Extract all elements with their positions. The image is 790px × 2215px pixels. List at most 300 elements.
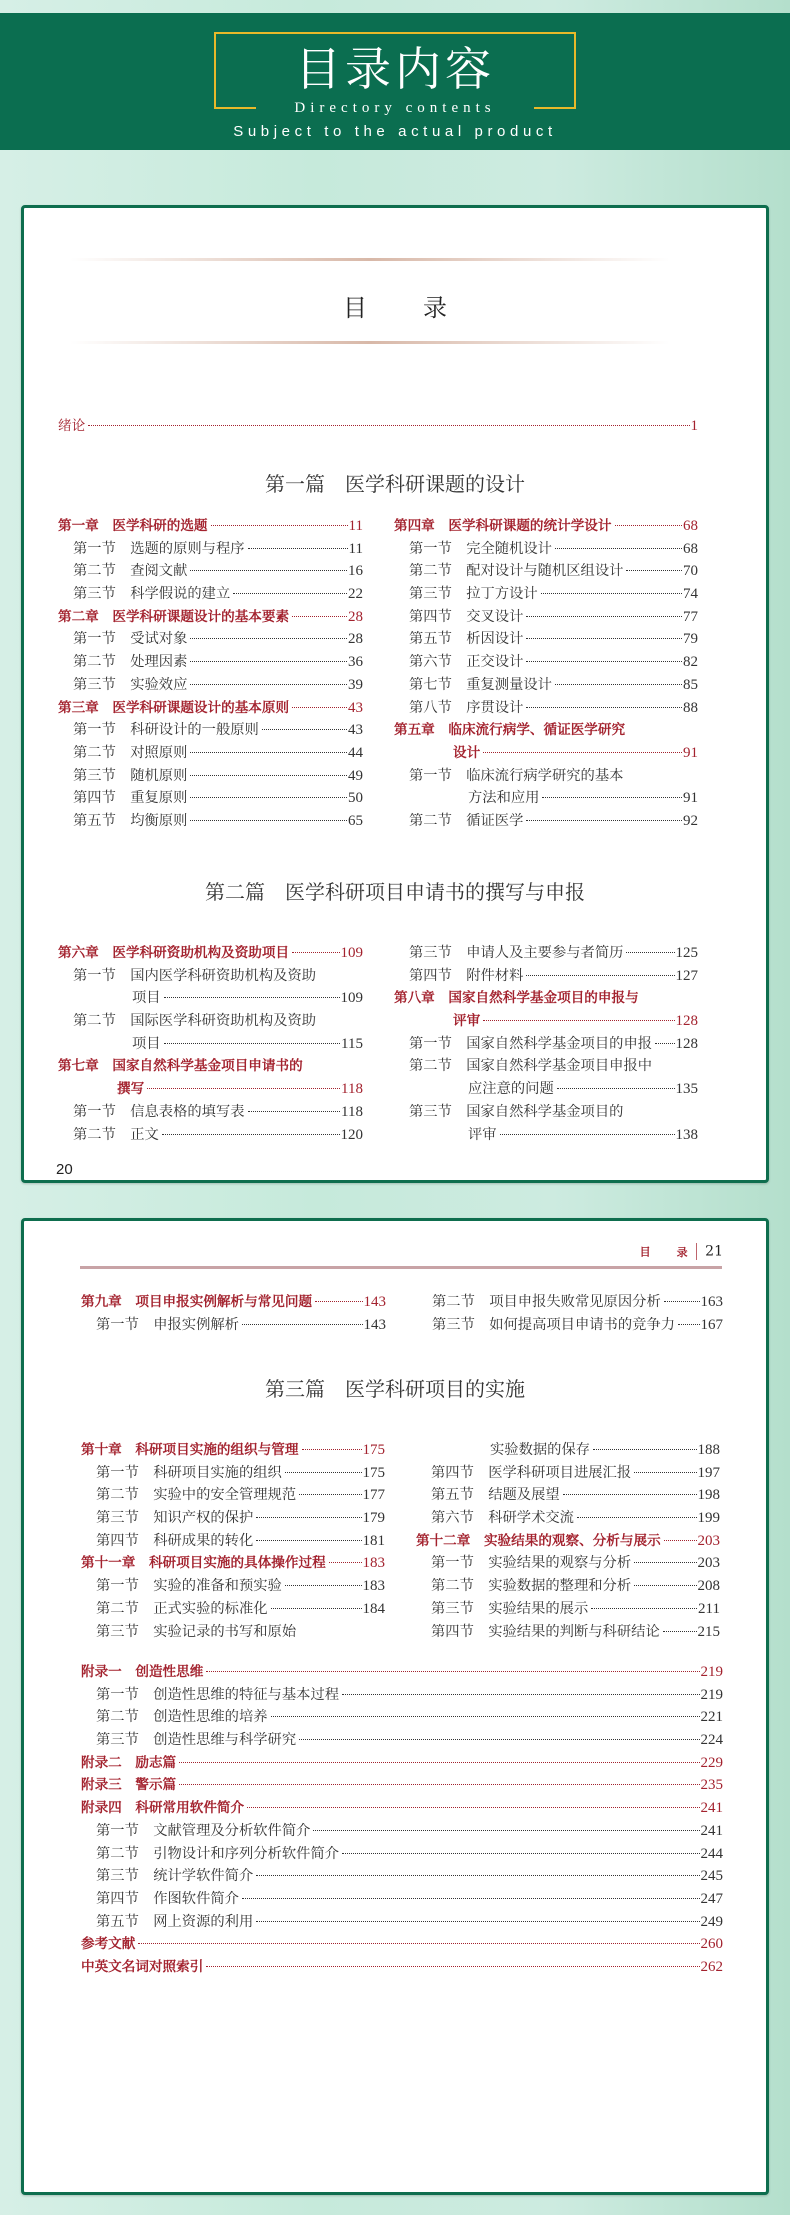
dot-leader [206,1671,699,1672]
entry-page: 179 [362,1510,385,1527]
dot-leader [162,1134,340,1135]
entry-title: 项目申报失败常见原因分析 [489,1294,661,1310]
entry-label: 第八章 [394,990,435,1007]
toc-section-entry[interactable] [394,942,698,965]
toc-section-entry[interactable] [416,1462,720,1485]
dot-leader [190,684,347,685]
dot-leader [256,1875,699,1876]
toc-chapter-entry[interactable] [81,1797,723,1820]
toc-heading-char: 目 [343,294,367,322]
entry-label: 第一节 [73,967,116,984]
entry-title: 医学科研资助机构及资助项目 [112,945,290,961]
toc-section-entry[interactable] [58,1124,363,1147]
entry-label: 第四节 [73,790,116,807]
entry-title: 文献管理及分析软件简介 [153,1822,311,1839]
toc-section-entry[interactable] [58,674,363,697]
toc-section-entry[interactable] [58,719,363,742]
entry-title: 科学假说的建立 [130,586,231,603]
toc-section-entry[interactable] [81,1598,385,1621]
entry-page: 203 [697,1555,720,1572]
entry-page: 244 [700,1845,723,1862]
toc-chapter-entry[interactable] [81,1291,386,1314]
entry-label: 第四节 [409,608,452,625]
entry-title: 国家自然科学基金项目的 [466,1103,624,1120]
entry-label: 第二节 [432,1294,475,1310]
dot-leader [526,820,682,821]
dot-leader [164,997,340,998]
dot-leader [242,1324,363,1325]
entry-title: 科研设计的一般原则 [130,722,259,739]
dot-leader [190,820,347,821]
entry-page: 245 [700,1868,723,1885]
entry-title: 查阅文献 [130,563,188,580]
entry-title: 随机原则 [130,767,188,784]
toc-entry-continuation[interactable] [394,787,698,810]
dot-leader [557,1088,675,1089]
toc-section-entry[interactable] [394,583,698,606]
dot-leader [542,797,682,798]
dot-leader [483,752,682,753]
entry-title: 科研学术交流 [488,1510,574,1527]
entry-title: 医学科研课题的统计学设计 [448,518,612,534]
entry-label: 第十章 [81,1442,122,1458]
entry-title-continued: 项目 [132,990,161,1007]
entry-label: 第四节 [409,967,452,984]
entry-title: 项目申报实例解析与常见问题 [135,1294,313,1310]
dot-leader [329,1562,362,1563]
entry-label: 第四节 [431,1623,474,1640]
entry-label: 第一节 [409,540,452,557]
entry-title: 国际医学科研资助机构及资助 [130,1013,317,1030]
entry-label: 第一节 [96,1578,139,1595]
entry-page: 235 [700,1777,723,1794]
toc-entry-continuation[interactable] [394,1078,698,1101]
dot-leader [500,1134,675,1135]
toc-section-entry[interactable] [58,583,363,606]
toc-chapter-entry[interactable] [394,515,698,538]
toc-section-entry[interactable] [58,560,363,583]
entry-label: 第二节 [96,1709,139,1726]
toc-section-entry[interactable] [416,1552,720,1575]
entry-title: 对照原则 [130,744,188,761]
entry-label: 第五节 [431,1487,474,1504]
toc-section-entry[interactable] [58,651,363,674]
toc-chapter-entry[interactable] [81,1956,723,1979]
dot-leader [483,1020,674,1021]
entry-page: 241 [700,1822,723,1839]
toc-section-entry[interactable] [394,674,698,697]
dot-leader [634,1472,696,1473]
toc-chapter-entry[interactable] [81,1933,723,1956]
toc-section-entry[interactable] [81,1462,385,1485]
toc-section-entry[interactable] [416,1621,720,1644]
entry-label: 第二节 [96,1600,139,1617]
header-word: 目 [639,1245,651,1259]
toc-entry-continuation[interactable] [58,987,363,1010]
entry-title: 均衡原则 [130,812,188,829]
entry-page: 22 [348,586,363,603]
entry-title: 实验结果的观察与分析 [488,1555,632,1572]
entry-page: 65 [348,812,363,829]
dot-leader [190,570,347,571]
entry-title: 正文 [130,1126,159,1143]
entry-title: 实验结果的观察、分析与展示 [483,1532,661,1549]
dot-leader [313,1830,699,1831]
toc-section-entry[interactable] [58,1101,363,1124]
dot-leader [190,661,347,662]
dot-leader [242,1898,700,1899]
entry-label: 第十二章 [416,1532,471,1549]
toc-chapter-entry[interactable] [58,606,363,629]
entry-title: 重复测量设计 [466,676,552,693]
dot-leader [190,752,347,753]
toc-section-entry[interactable] [81,1684,723,1707]
toc-section-entry[interactable] [58,765,363,788]
entry-title: 科研项目实施的组织与管理 [135,1442,299,1458]
entry-title: 序贯设计 [466,699,524,716]
toc-section-entry[interactable] [394,651,698,674]
toc-chapter-entry[interactable] [58,942,363,965]
toc-section-entry[interactable] [394,810,698,833]
entry-label: 第四章 [394,518,435,534]
decorative-rule [70,258,670,261]
entry-title: 网上资源的利用 [153,1913,254,1930]
dot-leader [315,1301,362,1302]
entry-title: 作图软件简介 [153,1890,239,1907]
dot-leader [526,707,682,708]
toc-section-entry[interactable] [394,697,698,720]
entry-page: 91 [683,790,698,807]
dot-leader [541,593,682,594]
entry-page: 167 [700,1316,723,1333]
entry-title: 受试对象 [130,631,188,648]
toc-section-entry[interactable] [81,1314,386,1337]
entry-page: 197 [697,1464,720,1481]
entry-page: 50 [348,790,363,807]
entry-title: 正式实验的标准化 [153,1600,268,1617]
toc-section-entry[interactable] [416,1507,720,1530]
entry-label: 附录四 [81,1800,122,1817]
entry-label: 第四节 [431,1464,474,1481]
entry-label: 第七章 [58,1058,99,1075]
toc-section-entry[interactable] [58,810,363,833]
entry-label: 第六节 [431,1510,474,1527]
toc-section-entry[interactable] [394,606,698,629]
toc-section-entry[interactable] [394,538,698,561]
entry-title: 引物设计和序列分析软件简介 [153,1845,340,1862]
entry-page: 115 [341,1035,363,1052]
dot-leader [206,1966,699,1967]
entry-page: 219 [700,1664,723,1680]
dot-leader [190,638,347,639]
toc-chapter-entry[interactable] [81,1439,385,1462]
entry-page: 44 [348,744,363,761]
entry-label: 第十一章 [81,1555,136,1572]
dot-leader [233,593,347,594]
entry-page: 135 [675,1081,698,1098]
entry-page: 183 [362,1555,385,1572]
entry-title: 科研常用软件简介 [135,1800,245,1817]
dot-leader [271,1608,362,1609]
toc-chapter-entry[interactable] [81,1552,385,1575]
entry-title-continued: 评审 [468,1126,497,1143]
dot-leader [526,975,674,976]
entry-label: 第一节 [409,767,452,784]
entry-page: 221 [700,1709,723,1726]
toc-section-entry[interactable] [81,1575,385,1598]
entry-page: 177 [362,1487,385,1504]
toc-section-entry[interactable] [58,787,363,810]
entry-label: 第一节 [73,722,116,739]
header-banner [0,13,790,150]
entry-title: 循证医学 [466,812,524,829]
toc-section-entry[interactable] [81,1530,385,1553]
toc-entry-continuation[interactable] [416,1439,720,1462]
toc-section-entry[interactable] [81,1621,385,1644]
entry-label: 第二节 [409,812,452,829]
entry-label: 第二节 [431,1578,474,1595]
entry-page: 184 [362,1600,385,1617]
toc-chapter-entry[interactable] [58,515,363,538]
entry-page: 79 [683,631,698,648]
part-heading: 第二篇 医学科研项目申请书的撰写与申报 [205,880,585,904]
entry-page: 198 [697,1487,720,1504]
dot-leader [247,1807,699,1808]
entry-title-continued: 项目 [132,1035,161,1052]
entry-page: 203 [697,1532,720,1549]
dot-leader [626,952,674,953]
entry-title-continued: 撰写 [117,1081,145,1098]
entry-page: 91 [683,744,698,761]
dot-leader [190,775,347,776]
banner-title: 目录内容 [295,42,495,96]
toc-column [417,1291,723,1336]
toc-section-entry[interactable] [394,1055,698,1078]
entry-label: 第一节 [73,631,116,648]
entry-page: 125 [675,945,698,961]
header-divider [696,1243,698,1260]
intro-entry [58,415,698,438]
entry-page: 1 [690,418,698,434]
entry-title: 科研项目实施的组织 [153,1464,282,1481]
entry-title: 实验结果的判断与科研结论 [488,1623,660,1640]
entry-title: 临床流行病学、循证医学研究 [448,722,626,739]
entry-page: 229 [700,1754,723,1771]
entry-title: 医学科研项目进展汇报 [488,1464,632,1481]
entry-page: 211 [698,1600,720,1617]
entry-title: 正交设计 [466,654,524,671]
entry-label: 第三节 [409,1103,452,1120]
entry-label: 第二节 [409,563,452,580]
entry-page: 215 [697,1623,720,1640]
entry-label: 第三节 [431,1600,474,1617]
entry-label: 第四节 [96,1890,139,1907]
toc-section-entry[interactable] [81,1820,723,1843]
toc-section-entry[interactable] [416,1598,720,1621]
toc-chapter-entry[interactable] [416,1530,720,1553]
entry-label: 第二节 [73,1126,116,1143]
toc-column [394,515,698,833]
entry-label: 第二节 [73,744,116,761]
toc-section-entry[interactable] [394,1101,698,1124]
entry-title: 交叉设计 [466,608,524,625]
toc-chapter-entry[interactable] [394,719,698,742]
decorative-rule [70,341,670,344]
toc-column-appendix [81,1661,723,1979]
entry-label: 第一节 [73,1103,116,1120]
toc-heading-char: 录 [423,294,447,322]
entry-page: 163 [700,1294,723,1310]
entry-page: 43 [348,699,363,716]
entry-title-continued: 实验数据的保存 [490,1442,591,1458]
toc-entry-continuation[interactable] [58,1078,363,1101]
dot-leader [292,707,347,708]
toc-section-entry[interactable] [58,538,363,561]
entry-title: 实验中的安全管理规范 [153,1487,297,1504]
toc-section-entry[interactable] [416,1484,720,1507]
dot-leader [342,1853,699,1854]
dot-leader [190,797,347,798]
dot-leader [591,1608,697,1609]
entry-label: 第九章 [81,1294,122,1310]
entry-title: 知识产权的保护 [153,1510,254,1527]
toc-section-entry[interactable] [417,1291,723,1314]
entry-title: 实验的准备和预实验 [153,1578,282,1595]
entry-page: 262 [700,1958,723,1975]
toc-chapter-entry[interactable] [81,1661,723,1684]
toc-section-entry[interactable] [416,1575,720,1598]
entry-page: 70 [683,563,698,580]
toc-section-entry[interactable] [394,765,698,788]
entry-title: 医学科研课题设计的基本要素 [112,608,290,625]
entry-page: 28 [348,631,363,648]
toc-section-entry[interactable] [81,1507,385,1530]
toc-section-entry[interactable] [81,1729,723,1752]
entry-label: 第二节 [73,563,116,580]
entry-label: 第六节 [409,654,452,671]
dot-leader [256,1921,699,1922]
toc-entry-continuation[interactable] [394,1124,698,1147]
dot-leader [664,1301,700,1302]
entry-label: 第七节 [409,676,452,693]
entry-label: 第三节 [96,1732,139,1749]
entry-page: 181 [362,1532,385,1549]
running-header [600,1243,723,1260]
entry-label: 第二节 [409,1058,452,1075]
toc-section-entry[interactable] [81,1706,723,1729]
dot-leader [164,1043,340,1044]
entry-page: 118 [341,1103,363,1120]
toc-section-entry[interactable] [81,1865,723,1888]
toc-section-entry[interactable] [58,965,363,988]
entry-page: 49 [348,767,363,784]
entry-title: 实验数据的整理和分析 [488,1578,632,1595]
entry-label: 第四节 [96,1532,139,1549]
entry-label: 第二章 [58,608,99,625]
entry-page: 249 [700,1913,723,1930]
dot-leader [663,1631,697,1632]
entry-title: 完全随机设计 [466,540,552,557]
toc-chapter-entry[interactable] [81,1774,723,1797]
toc-section-entry[interactable] [81,1911,723,1934]
toc-entry-continuation[interactable] [58,1033,363,1056]
toc-column [58,942,363,1146]
banner-note: Subject to the actual product [233,123,557,140]
entry-label: 第三节 [73,586,116,603]
entry-title-continued: 设计 [453,744,481,761]
entry-label: 第二节 [96,1487,139,1504]
toc-section-entry[interactable] [58,742,363,765]
entry-page: 138 [675,1126,698,1143]
entry-label: 第三节 [96,1510,139,1527]
entry-label: 附录三 [81,1777,122,1794]
entry-label: 第五节 [409,631,452,648]
toc-column [81,1439,385,1643]
toc-entry[interactable] [58,415,698,438]
dot-leader [285,1472,362,1473]
entry-title: 创造性思维与科学研究 [153,1732,297,1749]
entry-title: 配对设计与随机区组设计 [466,563,624,580]
entry-page: 143 [363,1316,386,1333]
entry-page: 82 [683,654,698,671]
toc-section-entry[interactable] [81,1484,385,1507]
toc-section-entry[interactable] [81,1843,723,1866]
entry-title: 重复原则 [130,790,188,807]
toc-section-entry[interactable] [417,1314,723,1337]
entry-page: 85 [683,676,698,693]
toc-chapter-entry[interactable] [81,1752,723,1775]
entry-page: 74 [683,586,698,603]
entry-page: 175 [362,1464,385,1481]
toc-section-entry[interactable] [394,560,698,583]
toc-chapter-entry[interactable] [58,697,363,720]
toc-section-entry[interactable] [58,1010,363,1033]
entry-title-continued: 方法和应用 [468,790,540,807]
entry-label: 第五章 [394,722,435,739]
entry-title-continued: 应注意的问题 [468,1081,554,1098]
entry-title: 处理因素 [130,654,188,671]
entry-title: 选题的原则与程序 [130,540,245,557]
toc-section-entry[interactable] [394,628,698,651]
entry-label: 第二节 [96,1845,139,1862]
entry-label: 第三节 [96,1868,139,1885]
entry-label: 第三节 [96,1623,139,1640]
entry-label: 第一节 [96,1464,139,1481]
toc-chapter-entry[interactable] [58,1055,363,1078]
entry-title: 实验结果的展示 [488,1600,589,1617]
entry-title: 创造性思维 [135,1664,204,1680]
entry-title: 创造性思维的特征与基本过程 [153,1686,340,1703]
toc-section-entry[interactable] [394,965,698,988]
dot-leader [615,525,683,526]
dot-leader [593,1449,696,1450]
toc-section-entry[interactable] [58,628,363,651]
dot-leader [678,1324,699,1325]
dot-leader [655,1043,674,1044]
toc-chapter-entry[interactable] [394,987,698,1010]
toc-section-entry[interactable] [81,1888,723,1911]
toc-section-entry[interactable] [394,1033,698,1056]
entry-page: 175 [362,1442,385,1458]
toc-entry-continuation[interactable] [394,1010,698,1033]
entry-page: 183 [362,1578,385,1595]
toc-column [416,1439,720,1643]
toc-entry-continuation[interactable] [394,742,698,765]
toc-column [81,1291,386,1336]
toc-column [58,515,363,833]
dot-leader [526,638,682,639]
part-heading: 第一篇 医学科研课题的设计 [265,472,525,496]
